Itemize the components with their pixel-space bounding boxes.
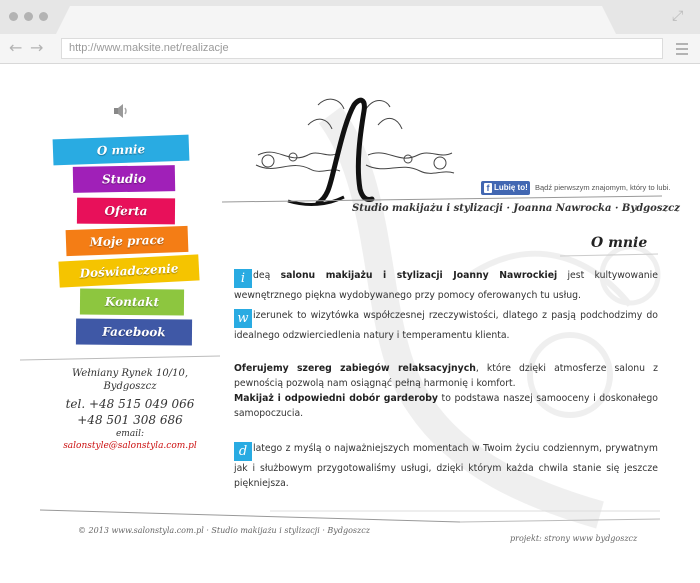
p1-post: jest kultywowanie wewnętrznego piękna wydobywanego przy pomocy oferowanych tu usług. <box>234 270 658 301</box>
nav-label: Kontakt <box>104 294 160 310</box>
left-divider <box>20 355 220 361</box>
facebook-like-button[interactable] <box>481 181 530 195</box>
footer-credit-link[interactable]: projekt: strony www bydgoszcz <box>510 534 638 543</box>
p3-bold: Oferujemy szereg zabiegów relaksacyjnych <box>234 363 476 374</box>
nav-label: Facebook <box>102 324 166 340</box>
paragraph-3 <box>234 361 658 391</box>
phone-1: tel. +48 515 049 066 <box>65 397 195 411</box>
facebook-like-text: Bądź pierwszym znajomym, który to lubi. <box>535 183 671 192</box>
browser-toolbar <box>0 34 700 64</box>
paragraph-5 <box>234 441 658 491</box>
site-tagline: Studio makijażu i stylizacji · Joanna Nawrocka · Bydgoszcz <box>352 203 680 214</box>
nav-kontakt[interactable] <box>80 289 184 316</box>
p2-text: izerunek to wizytówka współczesnej rzeczywistości, dlatego z pasją podchodzimy do idealnego odzwierciedlenia natury i temperamentu klienta. <box>234 310 658 341</box>
nav-label: Doświadczenie <box>79 261 179 281</box>
page-title: O mnie <box>591 235 648 251</box>
paragraph-4 <box>234 391 658 421</box>
forward-arrow-icon[interactable]: → <box>30 38 44 57</box>
nav-label: Studio <box>101 171 147 187</box>
nav-facebook[interactable] <box>76 318 192 345</box>
window-minimize-dot[interactable] <box>24 12 33 21</box>
facebook-icon: f <box>484 183 492 193</box>
nav-studio[interactable] <box>73 165 175 193</box>
web-page <box>0 65 700 583</box>
speaker-icon[interactable] <box>111 101 131 121</box>
hamburger-menu-icon[interactable] <box>676 43 688 58</box>
nav-moje-prace[interactable] <box>66 226 189 256</box>
p4-bold: Makijaż i odpowiedni dobór garderoby <box>234 393 438 404</box>
address-bar[interactable]: http://www.maksite.net/realizacje <box>61 38 663 59</box>
header-divider <box>222 195 662 203</box>
nav-doswiadczenie[interactable] <box>58 254 199 287</box>
facebook-like-label: Lubię to! <box>494 183 528 192</box>
p3-post: , które dzięki atmosferze salonu z pewnością pozwolą nam osiągnąć pełną harmonię i komfort. <box>234 363 658 389</box>
footer-copyright: © 2013 www.salonstyla.com.pl · Studio makijażu i stylizacji · Bydgoszcz <box>78 526 370 535</box>
contact-block <box>30 367 230 452</box>
nav-label: Moje prace <box>89 232 165 250</box>
window-close-dot[interactable] <box>9 12 18 21</box>
nav-oferta[interactable] <box>77 198 175 225</box>
window-maximize-dot[interactable] <box>39 12 48 21</box>
drop-cap: i <box>234 269 252 288</box>
nav-label: Oferta <box>104 203 148 219</box>
p1-pre: deą <box>253 270 281 281</box>
phone-2: +48 501 308 686 <box>77 413 183 427</box>
email-label: email: <box>115 429 144 439</box>
email-link[interactable]: salonstyle@salonstyla.com.pl <box>63 441 197 451</box>
fullscreen-icon[interactable]: ⤢ <box>672 8 684 24</box>
nav-o-mnie[interactable] <box>53 135 190 166</box>
paragraph-1 <box>234 268 658 303</box>
address-line-2: Bydgoszcz <box>103 381 157 392</box>
paragraph-2 <box>234 308 658 343</box>
browser-tab[interactable] <box>56 6 616 34</box>
title-underline <box>560 253 658 257</box>
p4-post: to podstawa naszej samooceny i doskonałego samopoczucia. <box>234 393 658 419</box>
footer-divider <box>40 509 660 523</box>
browser-titlebar <box>0 0 700 34</box>
back-arrow-icon[interactable]: ← <box>9 38 23 57</box>
drop-cap: d <box>234 442 252 461</box>
address-line-1: Wełniany Rynek 10/10, <box>71 368 189 379</box>
p1-bold: salonu makijażu i stylizacji Joanny Nawrockiej <box>280 270 558 281</box>
p5-text: latego z myślą o najważniejszych momentach w Twoim życiu codziennym, prywatnym jak i służbowym przygotowaliśmy usługi, dzięki którym każda chwila stanie się jeszcze piękniejsza. <box>234 443 658 489</box>
nav-label: O mnie <box>96 142 146 158</box>
drop-cap: w <box>234 309 252 328</box>
